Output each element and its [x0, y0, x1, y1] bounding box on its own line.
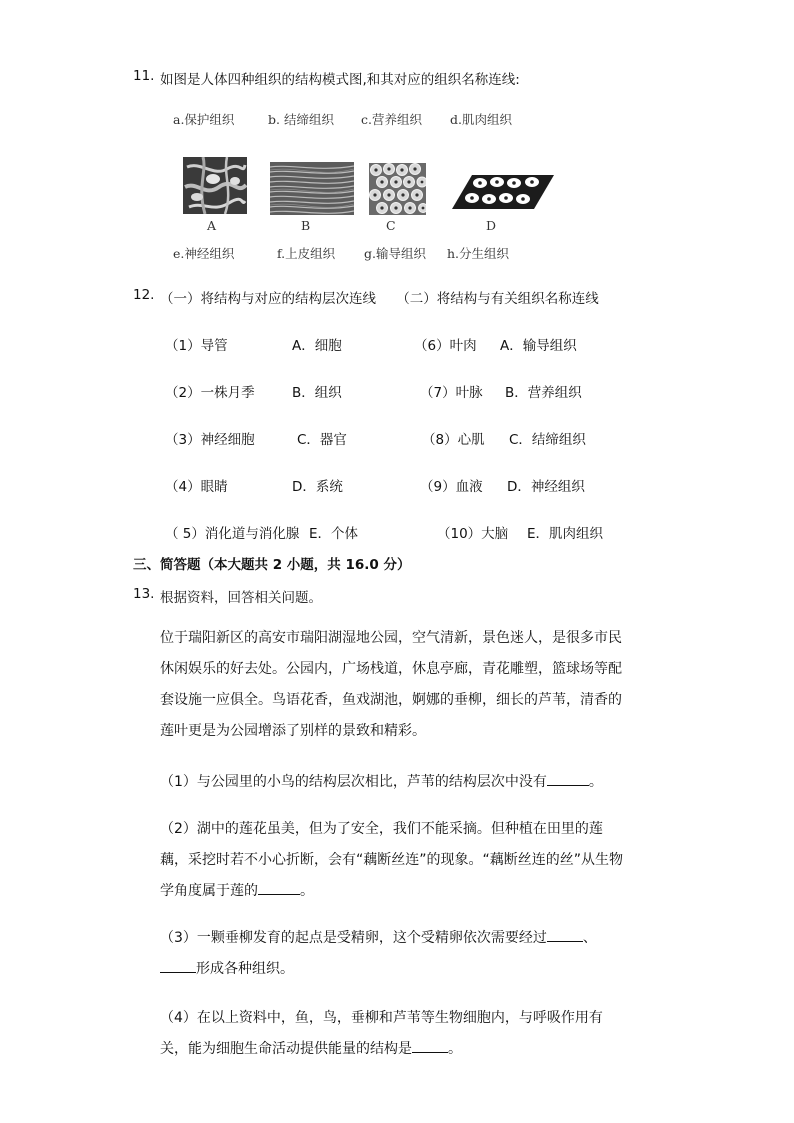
q12-row1-item: （1）导管	[165, 338, 228, 354]
answer-blank[interactable]	[412, 1038, 448, 1053]
tissue-image-d	[452, 173, 554, 211]
answer-blank[interactable]	[547, 771, 589, 786]
q12-row4-tissue: D．神经组织	[507, 479, 585, 495]
image-label-c: C	[386, 218, 396, 233]
q11-option-c: c.营养组织	[361, 112, 422, 127]
q12-row2-level: B．组织	[292, 385, 342, 401]
q12-row1-level: A．细胞	[292, 338, 342, 354]
q12-row5-tissue: E．肌肉组织	[527, 526, 604, 542]
image-label-d: D	[486, 218, 497, 233]
q12-row2-tissue: B．营养组织	[505, 385, 582, 401]
q12-row3-level: C．器官	[297, 432, 347, 448]
q13-number: 13.	[133, 586, 155, 602]
q12-row1-tissue: A．输导组织	[500, 338, 577, 354]
q12-row4-level: D．系统	[292, 479, 343, 495]
q13-text: 根据资料，回答相关问题。	[160, 590, 322, 606]
q12-row5-item: （ 5）消化道与消化腺	[165, 526, 300, 542]
q12-number: 12.	[133, 287, 155, 303]
answer-blank[interactable]	[160, 958, 196, 973]
q12-row5-level: E．个体	[309, 526, 359, 542]
tissue-image-a	[183, 157, 247, 214]
tissue-image-c	[369, 163, 426, 215]
section-title: 三、简答题（本大题共 2 小题，共 16.0 分）	[133, 557, 411, 573]
q12-header: （一）将结构与对应的结构层次连线 （二）将结构与有关组织名称连线	[160, 291, 599, 307]
q12-row4-item: （4）眼睛	[165, 479, 228, 495]
q12-row4-structure: （9）血液	[420, 479, 483, 495]
q12-row3-tissue: C．结缔组织	[509, 432, 586, 448]
answer-blank[interactable]	[258, 880, 300, 895]
tissue-image-b	[270, 162, 354, 215]
q11-option-d: d.肌肉组织	[450, 112, 512, 127]
q13-subquestion-1: （1）与公园里的小鸟的结构层次相比，芦苇的结构层次中没有 。	[160, 767, 628, 798]
q13-passage: 位于瑞阳新区的高安市瑞阳湖湿地公园，空气清新，景色迷人，是很多市民休闲娱乐的好去处。公园内，广场栈道，休息亭廊，青花雕塑，篮球场等配套设施一应俱全。鸟语花香，鱼戏湖池，婀娜的垂柳，细长的芦苇，清香的莲叶更是为公园增添了别样的景致和精彩。	[160, 630, 622, 739]
q13-subquestion-3: （3）一颗垂柳发育的起点是受精卵，这个受精卵依次需要经过 、形成各种组织。	[160, 923, 628, 985]
q12-row5-structure: （10）大脑	[437, 526, 509, 542]
q11-option-b: b. 结缔组织	[268, 112, 334, 127]
q11-option-h: h.分生组织	[447, 246, 510, 261]
q11-option-e: e.神经组织	[173, 246, 235, 261]
q12-row2-item: （2）一株月季	[165, 385, 255, 401]
q12-row2-structure: （7）叶脉	[420, 385, 483, 401]
q12-row3-structure: （8）心肌	[422, 432, 485, 448]
q11-option-a: a.保护组织	[173, 112, 235, 127]
image-label-a: A	[207, 218, 217, 233]
answer-blank[interactable]	[547, 927, 583, 942]
q11-number: 11.	[133, 68, 155, 84]
q13-subquestion-4: （4）在以上资料中，鱼，鸟，垂柳和芦苇等生物细胞内，与呼吸作用有关，能为细胞生命活动提供能量的结构是 。	[160, 1010, 603, 1057]
q13-subquestion-2: （2）湖中的莲花虽美，但为了安全，我们不能采摘。但种植在田里的莲藕，采挖时若不小心折断，会有“藕断丝连”的现象。“藕断丝连的丝”从生物学角度属于莲的 。	[160, 821, 624, 899]
image-label-b: B	[301, 218, 311, 233]
q12-row1-structure: （6）叶肉	[414, 338, 477, 354]
q11-text: 如图是人体四种组织的结构模式图,和其对应的组织名称连线:	[160, 72, 520, 88]
q11-option-g: g.输导组织	[364, 246, 426, 261]
q12-row3-item: （3）神经细胞	[165, 432, 255, 448]
q11-option-f: f.上皮组织	[277, 246, 336, 261]
